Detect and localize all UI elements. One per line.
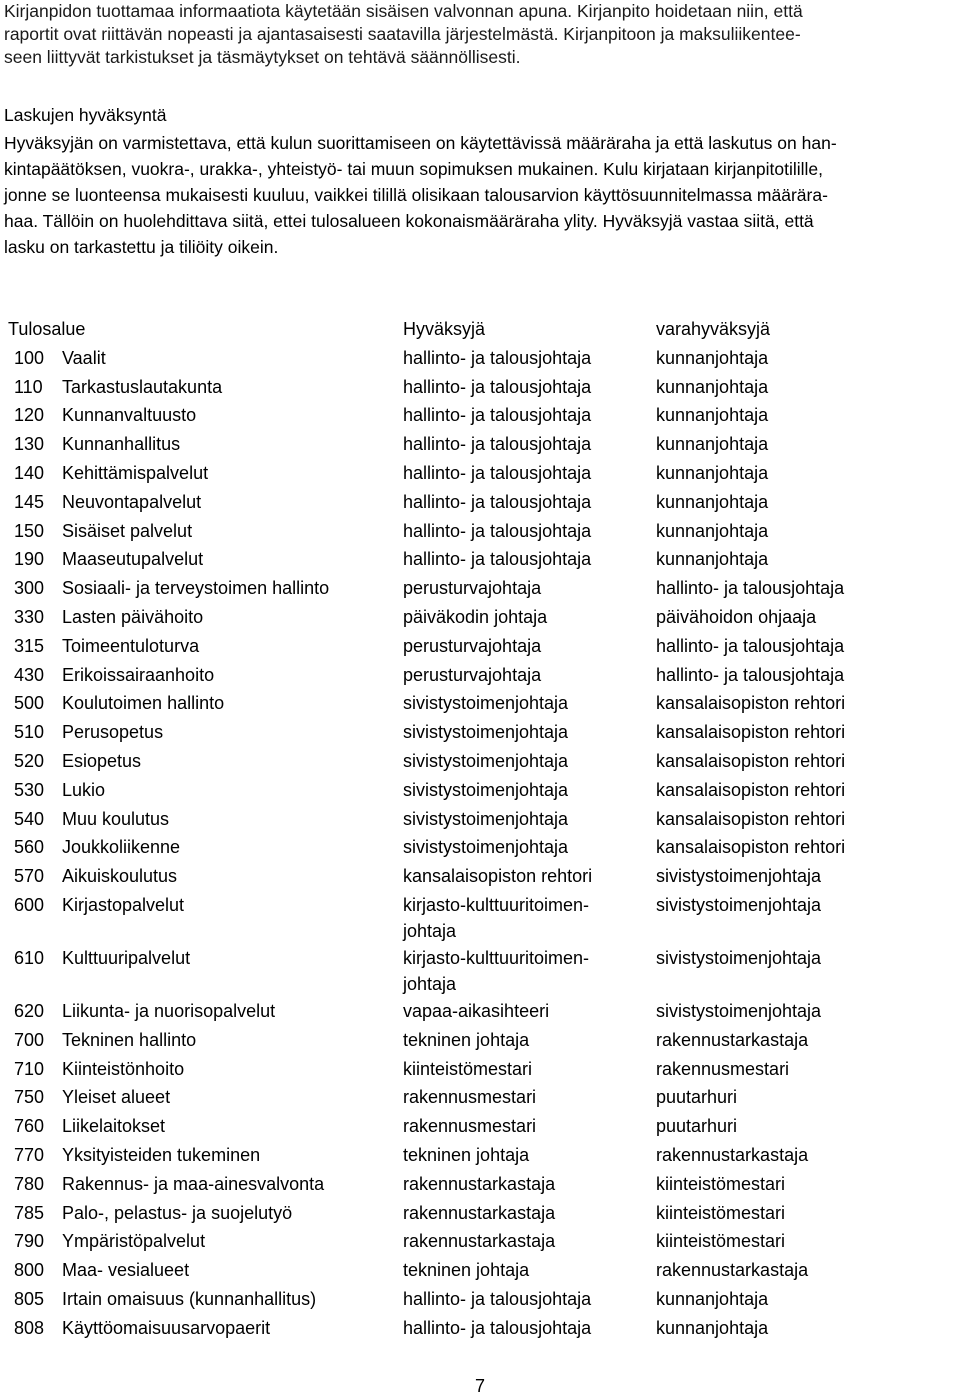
approver: kiinteistömestari <box>403 1058 533 1079</box>
approver: hallinto- ja talousjohtaja <box>403 1317 592 1338</box>
table-row <box>0 518 960 547</box>
unit-code: 570 <box>14 866 45 887</box>
unit-name: Yleiset alueet <box>62 1087 171 1108</box>
unit-name: Kirjastopalvelut <box>62 894 185 915</box>
unit-name: Sosiaali- ja terveystoimen hallinto <box>62 578 330 599</box>
intro-line: Kirjanpidon tuottamaa informaatiota käytetään sisäisen valvonnan apuna. Kirjanpito hoidetaan niin, että <box>4 1 803 21</box>
deputy-approver: kunnanjohtaja <box>656 376 769 397</box>
unit-name: Kehittämispalvelut <box>62 462 209 483</box>
unit-code: 760 <box>14 1116 45 1137</box>
unit-code: 800 <box>14 1260 45 1281</box>
header-unit: Tulosalue <box>8 319 86 339</box>
unit-code: 330 <box>14 606 45 627</box>
approver: hallinto- ja talousjohtaja <box>403 491 592 512</box>
deputy-approver: kansalaisopiston rehtori <box>656 750 846 771</box>
unit-name: Lasten päivähoito <box>62 606 204 627</box>
approver: vapaa-aikasihteeri <box>403 1000 550 1021</box>
deputy-approver: päivähoidon ohjaaja <box>656 606 817 627</box>
unit-name: Liikelaitokset <box>62 1116 166 1137</box>
unit-code: 785 <box>14 1202 45 1223</box>
unit-name: Maa- vesialueet <box>62 1260 190 1281</box>
table-row <box>0 1084 960 1113</box>
deputy-approver: hallinto- ja talousjohtaja <box>656 635 845 656</box>
deputy-approver: kunnanjohtaja <box>656 462 769 483</box>
unit-name: Joukkoliikenne <box>62 837 181 858</box>
table-row <box>0 777 960 806</box>
table-row <box>0 460 960 489</box>
deputy-approver: kunnanjohtaja <box>656 434 769 455</box>
unit-code: 315 <box>14 635 45 656</box>
deputy-approver: kansalaisopiston rehtori <box>656 808 846 829</box>
deputy-approver: kunnanjohtaja <box>656 1288 769 1309</box>
approver: sivistystoimenjohtaja <box>403 750 569 771</box>
approver: rakennusmestari <box>403 1116 537 1137</box>
section-body-line: haa. Tällöin on huolehdittava siitä, ettei tulosalueen kokonaismääräraha ylity. Hyväksyjä vastaa siitä, että <box>4 211 814 231</box>
section-body-line: lasku on tarkastettu ja tiliöity oikein. <box>4 237 279 257</box>
table-row <box>0 374 960 403</box>
approver-table <box>0 316 960 1344</box>
unit-name: Toimeentuloturva <box>62 635 200 656</box>
unit-code: 600 <box>14 894 45 915</box>
unit-name: Palo-, pelastus- ja suojelutyö <box>62 1202 293 1223</box>
section-heading: Laskujen hyväksyntä <box>4 105 167 125</box>
table-row <box>0 834 960 863</box>
unit-name: Tekninen hallinto <box>62 1029 197 1050</box>
approver: perusturvajohtaja <box>403 664 542 685</box>
approver: hallinto- ja talousjohtaja <box>403 376 592 397</box>
unit-code: 750 <box>14 1087 45 1108</box>
table-row <box>0 1056 960 1085</box>
deputy-approver: kunnanjohtaja <box>656 520 769 541</box>
deputy-approver: kansalaisopiston rehtori <box>656 722 846 743</box>
table-row <box>0 345 960 374</box>
header-deputy: varahyväksyjä <box>656 319 771 339</box>
header-approver: Hyväksyjä <box>403 319 486 339</box>
deputy-approver: hallinto- ja talousjohtaja <box>656 664 845 685</box>
unit-code: 500 <box>14 693 45 714</box>
approver-continuation: johtaja <box>403 920 457 941</box>
table-row <box>0 431 960 460</box>
unit-code: 780 <box>14 1173 45 1194</box>
deputy-approver: sivistystoimenjohtaja <box>656 947 822 968</box>
section-body <box>4 130 954 260</box>
table-row <box>0 662 960 691</box>
table-row <box>0 1257 960 1286</box>
deputy-approver: kansalaisopiston rehtori <box>656 837 846 858</box>
approver: hallinto- ja talousjohtaja <box>403 462 592 483</box>
unit-name: Kunnanhallitus <box>62 434 181 455</box>
approver: tekninen johtaja <box>403 1260 530 1281</box>
table-row <box>0 690 960 719</box>
approver: hallinto- ja talousjohtaja <box>403 549 592 570</box>
approver: hallinto- ja talousjohtaja <box>403 405 592 426</box>
deputy-approver: puutarhuri <box>656 1116 738 1137</box>
deputy-approver: kunnanjohtaja <box>656 347 769 368</box>
approver-continuation: johtaja <box>403 973 457 994</box>
table-row <box>0 748 960 777</box>
unit-name: Sisäiset palvelut <box>62 520 193 541</box>
unit-name: Rakennus- ja maa-ainesvalvonta <box>62 1173 325 1194</box>
unit-name: Koulutoimen hallinto <box>62 693 225 714</box>
deputy-approver: sivistystoimenjohtaja <box>656 894 822 915</box>
table-row <box>0 1142 960 1171</box>
approver: rakennustarkastaja <box>403 1202 556 1223</box>
table-row <box>0 863 960 892</box>
table-row <box>0 1113 960 1142</box>
unit-name: Yksityisteiden tukeminen <box>62 1144 261 1165</box>
deputy-approver: rakennustarkastaja <box>656 1260 809 1281</box>
unit-code: 130 <box>14 434 45 455</box>
approver: rakennustarkastaja <box>403 1173 556 1194</box>
table-row <box>0 402 960 431</box>
table-row <box>0 998 960 1027</box>
deputy-approver: puutarhuri <box>656 1087 738 1108</box>
deputy-approver: kansalaisopiston rehtori <box>656 779 846 800</box>
deputy-approver: kunnanjohtaja <box>656 549 769 570</box>
section-body-line: kintapäätöksen, vuokra-, urakka-, yhteistyö- tai muun sopimuksen mukainen. Kulu kirjataan kirjanpitotilille, <box>4 159 824 179</box>
deputy-approver: kiinteistömestari <box>656 1173 786 1194</box>
deputy-approver: kunnanjohtaja <box>656 405 769 426</box>
approver: sivistystoimenjohtaja <box>403 693 569 714</box>
approver: rakennusmestari <box>403 1087 537 1108</box>
table-row <box>0 575 960 604</box>
unit-name: Tarkastuslautakunta <box>62 376 223 397</box>
unit-name: Irtain omaisuus (kunnanhallitus) <box>62 1288 317 1309</box>
unit-code: 145 <box>14 491 45 512</box>
unit-name: Perusopetus <box>62 722 164 743</box>
table-row <box>0 1286 960 1315</box>
unit-name: Vaalit <box>62 347 106 368</box>
unit-code: 710 <box>14 1058 45 1079</box>
approver: hallinto- ja talousjohtaja <box>403 520 592 541</box>
approver: sivistystoimenjohtaja <box>403 779 569 800</box>
table-row <box>0 1315 960 1344</box>
deputy-approver: kunnanjohtaja <box>656 491 769 512</box>
table-row <box>0 604 960 633</box>
deputy-approver: kansalaisopiston rehtori <box>656 693 846 714</box>
unit-name: Erikoissairaanhoito <box>62 664 215 685</box>
unit-code: 120 <box>14 405 45 426</box>
deputy-approver: rakennusmestari <box>656 1058 790 1079</box>
unit-code: 770 <box>14 1144 45 1165</box>
section-body-line: Hyväksyjän on varmistettava, että kulun suorittamiseen on käytettävissä määräraha ja että laskutus on han- <box>4 133 837 153</box>
table-row <box>0 489 960 518</box>
approver: perusturvajohtaja <box>403 578 542 599</box>
table-row <box>0 1200 960 1229</box>
unit-name: Muu koulutus <box>62 808 170 829</box>
table-row <box>0 892 960 945</box>
table-row <box>0 719 960 748</box>
deputy-approver: kunnanjohtaja <box>656 1317 769 1338</box>
unit-name: Liikunta- ja nuorisopalvelut <box>62 1000 276 1021</box>
section-body-line: jonne se luonteensa mukaisesti kuuluu, vaikkei tilillä olisikaan talousarvion käyttösuunnitelmassa määrära- <box>4 185 828 205</box>
approver: hallinto- ja talousjohtaja <box>403 434 592 455</box>
approver: sivistystoimenjohtaja <box>403 837 569 858</box>
unit-code: 190 <box>14 549 45 570</box>
unit-name: Käyttöomaisuusarvopaerit <box>62 1317 271 1338</box>
unit-code: 100 <box>14 347 45 368</box>
unit-name: Maaseutupalvelut <box>62 549 204 570</box>
approver: rakennustarkastaja <box>403 1231 556 1252</box>
approver: tekninen johtaja <box>403 1029 530 1050</box>
unit-code: 140 <box>14 462 45 483</box>
unit-code: 110 <box>14 376 43 397</box>
deputy-approver: rakennustarkastaja <box>656 1029 809 1050</box>
approver: hallinto- ja talousjohtaja <box>403 347 592 368</box>
deputy-approver: sivistystoimenjohtaja <box>656 1000 822 1021</box>
unit-code: 805 <box>14 1288 45 1309</box>
approver: kirjasto-kulttuuritoimen- <box>403 947 590 968</box>
deputy-approver: kiinteistömestari <box>656 1202 786 1223</box>
table-row <box>0 546 960 575</box>
page-number: 7 <box>474 1376 485 1396</box>
approver: päiväkodin johtaja <box>403 606 548 627</box>
table-row <box>0 945 960 998</box>
approver: kirjasto-kulttuuritoimen- <box>403 894 590 915</box>
intro-line: raportit ovat riittävän nopeasti ja ajantasaisesti saatavilla järjestelmästä. Kirjanpitoon ja maksuliikentee- <box>4 24 801 44</box>
intro-paragraph <box>4 0 954 69</box>
unit-name: Aikuiskoulutus <box>62 866 178 887</box>
deputy-approver: kiinteistömestari <box>656 1231 786 1252</box>
approver: sivistystoimenjohtaja <box>403 808 569 829</box>
unit-code: 540 <box>14 808 45 829</box>
deputy-approver: hallinto- ja talousjohtaja <box>656 578 845 599</box>
unit-name: Kiinteistönhoito <box>62 1058 185 1079</box>
unit-code: 560 <box>14 837 45 858</box>
unit-name: Kunnanvaltuusto <box>62 405 197 426</box>
table-header-row <box>0 316 960 345</box>
unit-name: Kulttuuripalvelut <box>62 947 191 968</box>
table-row <box>0 1027 960 1056</box>
approver: tekninen johtaja <box>403 1144 530 1165</box>
unit-code: 530 <box>14 779 45 800</box>
unit-code: 150 <box>14 520 45 541</box>
approver: perusturvajohtaja <box>403 635 542 656</box>
approver: kansalaisopiston rehtori <box>403 866 593 887</box>
deputy-approver: rakennustarkastaja <box>656 1144 809 1165</box>
table-row <box>0 633 960 662</box>
unit-name: Ympäristöpalvelut <box>62 1231 206 1252</box>
unit-name: Neuvontapalvelut <box>62 491 202 512</box>
unit-code: 808 <box>14 1317 45 1338</box>
unit-name: Esiopetus <box>62 750 142 771</box>
intro-line: seen liittyvät tarkistukset ja täsmäytykset on tehtävä säännöllisesti. <box>4 47 521 67</box>
approver: hallinto- ja talousjohtaja <box>403 1288 592 1309</box>
unit-code: 300 <box>14 578 45 599</box>
table-row <box>0 1171 960 1200</box>
table-row <box>0 806 960 835</box>
unit-code: 620 <box>14 1000 45 1021</box>
unit-name: Lukio <box>62 779 106 800</box>
unit-code: 510 <box>14 722 45 743</box>
unit-code: 700 <box>14 1029 45 1050</box>
approver: sivistystoimenjohtaja <box>403 722 569 743</box>
table-row <box>0 1228 960 1257</box>
deputy-approver: sivistystoimenjohtaja <box>656 866 822 887</box>
unit-code: 520 <box>14 750 45 771</box>
unit-code: 790 <box>14 1231 45 1252</box>
unit-code: 610 <box>14 947 45 968</box>
unit-code: 430 <box>14 664 45 685</box>
